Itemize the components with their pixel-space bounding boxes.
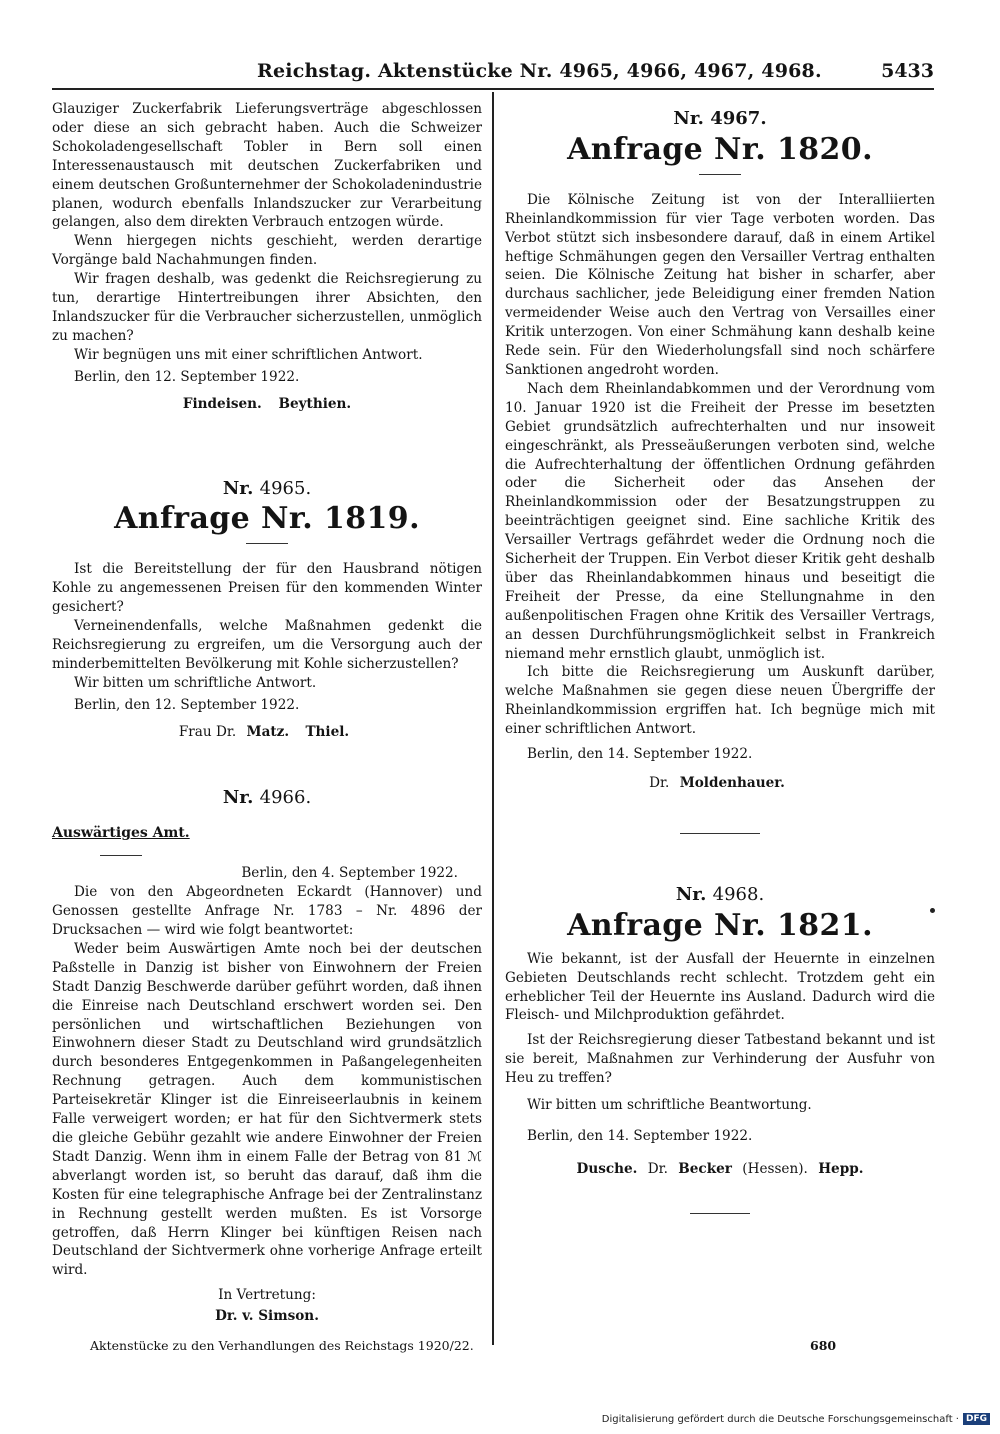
section-rule: [246, 543, 288, 544]
signature: Matz.: [246, 723, 290, 740]
header-rule: [52, 88, 934, 90]
signature: Dusche.: [576, 1160, 638, 1177]
left-column: [52, 100, 482, 1326]
continued-paragraph: Wir fragen deshalb, was gedenkt die Reichsregierung zu tun, derartige Hintertreibungen ihrer Absichten, den Inlandszucker für die Verbraucher sicherzustellen, unmöglich zu machen?: [52, 271, 482, 344]
digitization-note: Digitalisierung gefördert durch die Deutsche Forschungsgemeinschaft · DFG: [602, 1413, 990, 1425]
anfrage-title: Anfrage Nr. 1820.: [567, 131, 873, 167]
signatures: Frau Dr. Matz. Thiel.: [178, 723, 350, 740]
paragraph: Verneinendenfalls, welche Maßnahmen gedenkt die Reichsregierung zu ergreifen, um die Versorgung auch der minderbemittelten Bevölkerung mit Kohle sicherzustellen?: [52, 618, 482, 672]
right-column: [505, 100, 935, 1214]
signature: Becker: [678, 1160, 732, 1177]
page-number: 5433: [881, 60, 934, 82]
section-rule: [690, 1213, 750, 1214]
signatures: [52, 395, 482, 414]
paragraph: Nach dem Rheinlandabkommen und der Verordnung vom 10. Januar 1920 ist die Freiheit der Presse im besetzten Gebiet grundsätzlich aufrechterhalten und nur insoweit eingeschränkt, als Presseäußerungen verboten sind, welche die Aufrechterhaltung der öffentlichen Ordnung gefährden oder die Sicherheit oder das Ansehen der Rheinlandkommission oder der Besatzungstruppen zu beeinträchtigen geeignet sind. Eine sachliche Kritik des Versailler Vertrags gefährdet weder die Ordnung noch die Sicherheit der Truppen. Ein Verbot dieser Kritik geht deshalb über das Rheinlandabkommen hinaus und beseitigt die Freiheit der Presse, da eine Stellungnahme in den außenpolitischen Fragen ohne Kritik des Versailler Vertrags, an dessen Durchführungsmöglichkeit selbst in Frankreich niemand mehr ernstlich glaubt, unmöglich ist.: [505, 380, 935, 662]
signature: Beythien.: [278, 395, 352, 412]
section-rule: [699, 174, 741, 175]
signature: Moldenhauer.: [679, 775, 785, 791]
page-header: [52, 60, 934, 86]
dfg-logo: DFG: [963, 1413, 990, 1425]
anfrage-title: Anfrage Nr. 1821.: [567, 907, 873, 943]
signatures: Dusche. Dr. Becker (Hessen). Hepp.: [576, 1160, 864, 1177]
in-vertretung: In Vertretung:: [218, 1287, 316, 1304]
paragraph: Ist der Reichsregierung dieser Tatbestand bekannt und ist sie bereit, Maßnahmen zur Verhinderung der Ausfuhr von Heu zu treffen?: [505, 1032, 935, 1087]
signature: Findeisen.: [182, 395, 262, 412]
dateline: Berlin, den 12. September 1922.: [74, 368, 300, 385]
continued-paragraph: Wenn hiergegen nichts geschieht, werden derartige Vorgänge bald Nachahmungen finden.: [52, 233, 482, 269]
margin-dot: [930, 908, 935, 913]
section-rule: [680, 833, 760, 834]
column-divider: [492, 92, 494, 1345]
dateline: Berlin, den 14. September 1922.: [527, 746, 753, 763]
document-number: Nr. 4965.: [222, 477, 312, 499]
signature: Thiel.: [305, 723, 350, 740]
document-number: Nr. 4968.: [675, 883, 765, 905]
document-number: Nr. 4966.: [222, 787, 312, 809]
dateline: Berlin, den 4. September 1922.: [241, 865, 458, 882]
paragraph: Wir bitten um schriftliche Antwort.: [74, 674, 317, 691]
dateline: Berlin, den 12. September 1922.: [74, 696, 300, 713]
office-heading: Auswärtiges Amt.: [52, 825, 190, 842]
paragraph: Wir bitten um schriftliche Beantwortung.: [527, 1097, 812, 1114]
signatures: Dr. Moldenhauer.: [649, 775, 785, 791]
paragraph: Ist die Bereitstellung der für den Hausbrand nötigen Kohle zu angemessenen Preisen für den kommenden Winter gesichert?: [52, 561, 482, 616]
paragraph: Die von den Abgeordneten Eckardt (Hannover) und Genossen gestellte Anfrage Nr. 1783 – Nr. 4896 der Drucksachen — wird wie folgt beantwortet:: [52, 884, 482, 938]
section-rule: [100, 855, 142, 856]
document-number: Nr. 4967.: [673, 108, 767, 129]
continued-paragraph: Wir begnügen uns mit einer schriftlichen Antwort.: [74, 346, 423, 363]
signature: Hepp.: [818, 1160, 864, 1177]
signature-number: 680: [810, 1338, 837, 1353]
paragraph: Weder beim Auswärtigen Amte noch bei der deutschen Paßstelle in Danzig ist bisher von Einwohnern der Freien Stadt Danzig Beschwerde darüber geführt worden, daß ihnen die Einreise nach Deutschland erschwert worden sei. Den persönlichen und wirtschaftlichen Beziehungen von Einwohnern dieser Stadt zu Deutschland wird grundsätzlich durch besonderes Entgegenkommen in Paßangelegenheiten Rechnung getragen. Auch dem kommunistischen Parteisekretär Klinger ist die Einreiseerlaubnis in keinem Falle verweigert worden; er hat für den Sichtvermerk stets die gleiche Gebühr gezahlt wie andere Einwohner der Freien Stadt Danzig. Wenn ihm in einem Falle der Betrag von 81 ℳ abverlangt worden ist, so beruht das darauf, daß ihm die Kosten für eine telegraphische Anfrage bei der Zentralinstanz in Rechnung gestellt werden mußten. Es ist Vorsorge getroffen, daß Herrn Klinger bei künftigen Reisen nach Deutschland der Sichtvermerk ohne vorherige Anfrage erteilt wird.: [52, 940, 482, 1279]
anfrage-title: Anfrage Nr. 1819.: [114, 501, 420, 537]
continued-paragraph: Glauziger Zuckerfabrik Lieferungsverträge abgeschlossen oder diese an sich gebracht haben. Auch die Schweizer Schokoladengesellschaft Tobler in Bern soll einen Interessenaustausch mit deutschen Zuckerfabriken und einem deutschen Großunternehmer der Schokoladenindustrie planen, wodurch ebenfalls Inlandszucker zur Verarbeitung gelangen, also dem direkten Verbrauch entzogen würde.: [52, 101, 482, 231]
paragraph: Wie bekannt, ist der Ausfall der Heuernte in einzelnen Gebieten Deutschlands recht schlecht. Trotzdem geht ein erheblicher Teil der Heuernte ins Ausland. Dadurch wird die Fleisch- und Milchproduktion gefährdet.: [505, 950, 935, 1024]
paragraph: Ich bitte die Reichsregierung um Auskunft darüber, welche Maßnahmen sie gegen diese neuen Übergriffe der Rheinlandkommission ergriffen hat. Ich begnüge mich mit einer schriftlichen Antwort.: [505, 664, 935, 738]
signature: Dr. v. Simson.: [215, 1308, 319, 1325]
dateline: Berlin, den 14. September 1922.: [527, 1127, 753, 1144]
footer-caption: Aktenstücke zu den Verhandlungen des Reichstags 1920/22.: [90, 1338, 474, 1353]
paragraph: Die Kölnische Zeitung ist von der Interalliierten Rheinlandkommission für vier Tage verboten worden. Das Verbot stützt sich insbesondere darauf, daß in einem Artikel heftige Schmähungen gegen den Versailler Vertrag enthalten seien. Die Kölnische Zeitung hat bisher in scharfer, aber durchaus sachlicher, jede Beleidigung einer fremden Nation vermeidender Weise auch den Vertrag von Versailles einer Kritik unterzogen. Von einer Schmähung kann deshalb keine Rede sein. Für den Wiederholungsfall sind noch schärfere Sanktionen angedroht worden.: [505, 191, 935, 378]
header-title: Reichstag. Aktenstücke Nr. 4965, 4966, 4967, 4968.: [257, 60, 822, 82]
